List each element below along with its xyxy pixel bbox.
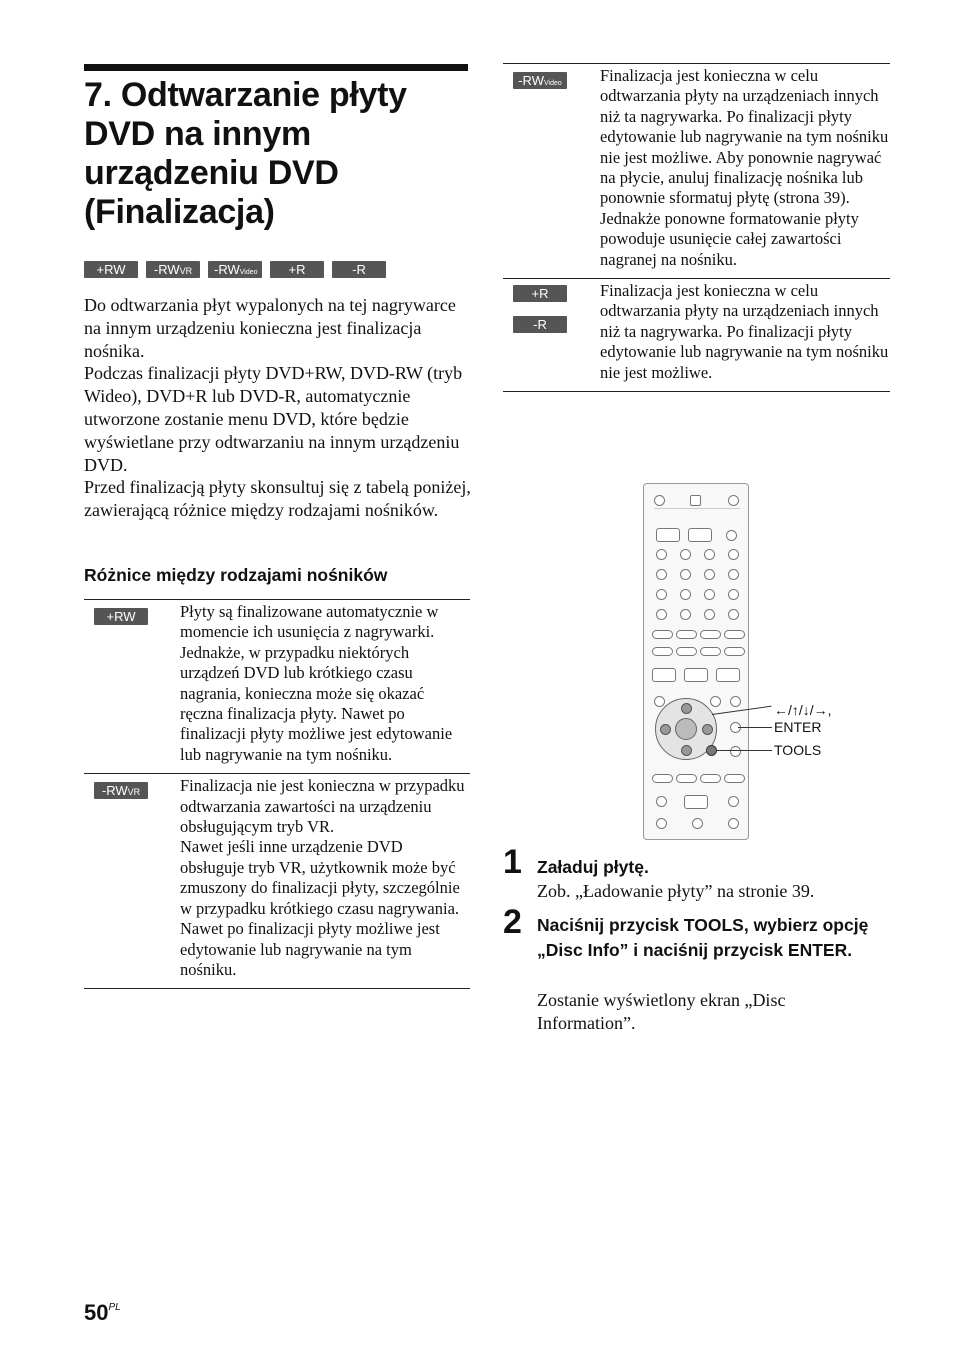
number-button-icon — [704, 569, 715, 580]
disc-badge-minus-rw-video: -RWVideo — [513, 72, 567, 89]
step-body: Zostanie wyświetlony ekran „Disc Information”. — [537, 990, 786, 1033]
table-row — [84, 774, 470, 989]
callout-enter-label: ENTER — [774, 719, 822, 735]
page-title: 7. Odtwarzanie płyty DVD na innym urządzeniu DVD (Finalizacja) — [84, 76, 407, 231]
disc-badge-plus-rw: +RW — [84, 261, 138, 278]
power-button-icon — [654, 495, 665, 506]
remote-control-illustration — [643, 483, 749, 840]
remote-button-icon — [656, 796, 667, 807]
number-button-icon — [680, 569, 691, 580]
intro-paragraph: Podczas finalizacji płyty DVD+RW, DVD-RW (tryb Wideo), DVD+R lub DVD-R, automatycznie utworzone zostanie menu DVD, które będzie wyświetlane przy odtwarzaniu na innym urządzeniu DVD. — [84, 363, 463, 475]
media-description-cell — [180, 774, 470, 989]
remote-top-panel — [654, 494, 740, 509]
intro-paragraph: Przed finalizacją płyty skonsultuj się z tabelą poniżej, zawierającą różnice między rodzajami nośników. — [84, 477, 471, 521]
remote-button-icon — [652, 647, 673, 656]
remote-button-icon — [652, 774, 673, 783]
remote-button-icon — [724, 647, 745, 656]
step-number: 1 — [503, 843, 522, 881]
remote-button-icon — [710, 696, 721, 707]
remote-button-icon — [724, 774, 745, 783]
disc-badge-plus-r: +R — [513, 285, 567, 302]
callout-arrows-label: ←/↑/↓/→, — [774, 702, 832, 718]
table-row — [503, 279, 890, 392]
intro-paragraph: Do odtwarzania płyt wypalonych na tej nagrywarce na innym urządzeniu konieczna jest finalizacja nośnika. — [84, 295, 456, 361]
title-rule — [84, 64, 468, 71]
stop-button-icon — [728, 818, 739, 829]
media-type-cell — [503, 64, 600, 279]
intro-text — [84, 294, 474, 522]
remote-button-icon — [656, 818, 667, 829]
remote-button-icon — [684, 668, 708, 682]
disc-badge-minus-rw-video: -RWVideo — [208, 261, 262, 278]
remote-button-icon — [700, 774, 721, 783]
disc-badge-minus-r: -R — [513, 316, 567, 333]
section-heading: Różnice między rodzajami nośników — [84, 565, 388, 585]
media-differences-table — [84, 599, 470, 989]
number-button-icon — [656, 569, 667, 580]
media-description: Nawet jeśli inne urządzenie DVD obsługuje tryb VR, użytkownik może być zmuszony do finalizacji płyty, szczególnie w przypadku krótkiego czasu nagrywania. Nawet po finalizacji płyty możliwe jest edytowanie lub nagrywanie na tym nośniku. — [180, 837, 460, 979]
number-button-icon — [728, 589, 739, 600]
number-button-icon — [728, 549, 739, 560]
remote-button-icon — [676, 630, 697, 639]
media-description: Finalizacja jest konieczna w celu odtwarzania płyty na urządzeniach innych niż ta nagrywarka. Po finalizacji płyty edytowanie lub nagrywanie na tym nośniku nie jest możliwe. — [600, 281, 889, 382]
disc-badge-plus-r: +R — [270, 261, 324, 278]
number-button-icon — [728, 609, 739, 620]
disc-badge-plus-rw: +RW — [94, 608, 148, 625]
play-button-icon — [684, 795, 708, 809]
media-description-cell — [600, 64, 890, 279]
media-differences-table-continued — [503, 63, 890, 392]
table-row — [503, 64, 890, 279]
remote-button-icon — [700, 630, 721, 639]
remote-button-icon — [700, 647, 721, 656]
remote-button-icon — [726, 530, 737, 541]
disc-badge-row — [84, 261, 386, 278]
remote-button-icon — [688, 528, 712, 542]
number-button-icon — [656, 589, 667, 600]
remote-button-icon — [728, 796, 739, 807]
page-number: $50^{PL}$ — [84, 1300, 121, 1325]
power-button-icon — [728, 495, 739, 506]
remote-button-icon — [676, 774, 697, 783]
remote-button-icon — [652, 668, 676, 682]
remote-button-icon — [730, 696, 741, 707]
step-heading: Załaduj płytę. — [537, 857, 649, 877]
number-button-icon — [656, 609, 667, 620]
number-button-icon — [728, 569, 739, 580]
step-body: Zob. „Ładowanie płyty” na stronie 39. — [537, 881, 815, 901]
media-description: Finalizacja nie jest konieczna w przypadku odtwarzania zawartości na urządzeniu obsługującym tryb VR. — [180, 776, 465, 837]
remote-button-icon — [730, 746, 741, 757]
remote-button-icon — [676, 647, 697, 656]
number-button-icon — [704, 549, 715, 560]
number-button-icon — [704, 609, 715, 620]
arrow-up-icon — [681, 703, 692, 714]
remote-button-icon — [652, 630, 673, 639]
disc-badge-minus-rw-vr: -RWVR — [94, 782, 148, 799]
remote-button-icon — [654, 696, 665, 707]
remote-button-icon — [656, 528, 680, 542]
table-row — [84, 600, 470, 774]
remote-button-icon — [716, 668, 740, 682]
number-button-icon — [704, 589, 715, 600]
media-description-cell — [600, 279, 890, 392]
media-type-cell — [84, 774, 180, 989]
number-button-icon — [680, 589, 691, 600]
callout-leader-enter — [738, 727, 772, 728]
number-button-icon — [656, 549, 667, 560]
enter-button-icon — [675, 718, 697, 740]
number-button-icon — [680, 549, 691, 560]
callout-tools-label: TOOLS — [774, 742, 822, 758]
open-close-button-icon — [690, 495, 701, 506]
arrow-right-icon — [702, 724, 713, 735]
media-description: Płyty są finalizowane automatycznie w momencie ich usunięcia z nagrywarki. Jednakże, w przypadku niektórych urządzeń DVD lub krótkiego czasu nagrania, konieczna może się okazać ręczna finalizacja płyty. Nawet po finalizacji płyty możliwe jest edytowanie lub nagrywanie na tym nośniku. — [180, 602, 453, 764]
disc-badge-minus-rw-vr: -RWVR — [146, 261, 200, 278]
media-type-cell — [84, 600, 180, 774]
disc-badge-minus-r: -R — [332, 261, 386, 278]
step-number: 2 — [503, 903, 522, 941]
remote-button-icon — [724, 630, 745, 639]
callout-leader-tools — [716, 750, 772, 751]
pause-button-icon — [692, 818, 703, 829]
media-type-cell — [503, 279, 600, 392]
media-description: Finalizacja jest konieczna w celu odtwarzania płyty na urządzeniach innych niż ta nagrywarka. Po finalizacji płyty edytowanie lub nagrywanie na tym nośniku nie jest możliwe. Aby ponownie nagrywać na płycie, anuluj finalizację nośnika lub ponownie sformatuj płytę (strona 39). Jednakże ponowne formatowanie płyty powoduje usunięcie całej zawartości nagranej na nośniku. — [600, 66, 889, 269]
number-button-icon — [680, 609, 691, 620]
media-description-cell — [180, 600, 470, 774]
arrow-left-icon — [660, 724, 671, 735]
step-heading: Naciśnij przycisk TOOLS, wybierz opcję „Disc Info” i naciśnij przycisk ENTER. — [537, 915, 869, 960]
arrow-down-icon — [681, 745, 692, 756]
